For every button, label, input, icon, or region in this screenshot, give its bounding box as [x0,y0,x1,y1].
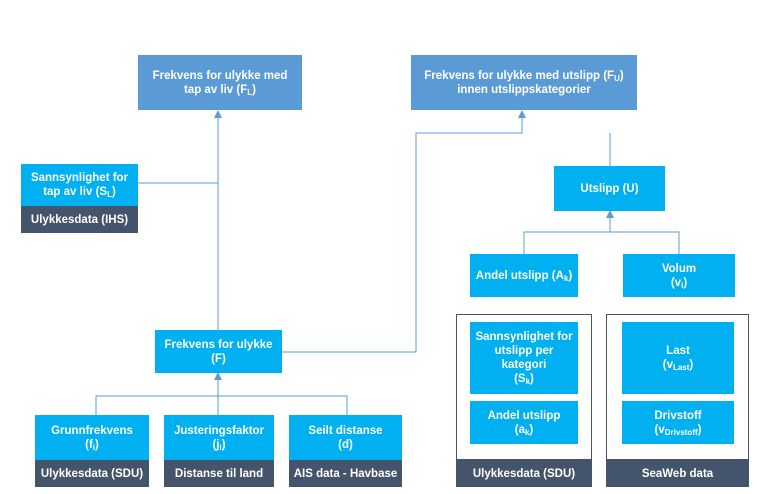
node-sailed-distance-d: Seilt distanse (d) [289,415,402,460]
source-seaweb-data: SeaWeb data [606,460,749,487]
node-accident-frequency: Frekvens for ulykke (F) [155,330,282,373]
node-adjustment-factor-ji: Justeringsfaktor $(j_i)$ [164,415,274,460]
node-probability-loss-of-life: Sannsynlighet for tap av liv $(S_L)$ [21,164,138,206]
node-base-frequency-fi: Grunnfrekvens $(f_i)$ [35,415,149,460]
node-fuel-drivstoff: Drivstoff $(v_{Drivstoff})$ [622,401,734,444]
node-volume-vi: Volum $(v_i)$ [623,254,735,297]
node-frequency-loss-of-life: Frekvens for ulykke med tap av liv $(F_L)$ [138,55,302,110]
source-ulykkesdata-ihs: Ulykkesdata (IHS) [21,206,138,233]
source-ulykkesdata-sdu-fi: Ulykkesdata (SDU) [35,460,149,487]
source-ulykkesdata-sdu-group: Ulykkesdata (SDU) [456,460,592,487]
source-ais-data-havbase: AIS data - Havbase [289,460,402,487]
node-cargo-last: Last $(v_{Last})$ [622,322,734,394]
node-discharge-u: Utslipp (U) [554,166,665,211]
node-probability-per-category: Sannsynlighet for utslipp per kategori $(S_k)$ [470,322,578,394]
source-distanse-til-land: Distanse til land [164,460,274,487]
connector-ak-vi-to-u [524,232,679,254]
node-share-discharge-small-ak: Andel utslipp $(a_k)$ [470,401,578,444]
connector-bottom-to-f [96,396,347,415]
node-frequency-discharge: Frekvens for ulykke med utslipp $(F_U)$ innen utslippskategorier [411,55,637,110]
node-share-discharge-ak: Andel utslipp $(A_k)$ [470,254,578,297]
